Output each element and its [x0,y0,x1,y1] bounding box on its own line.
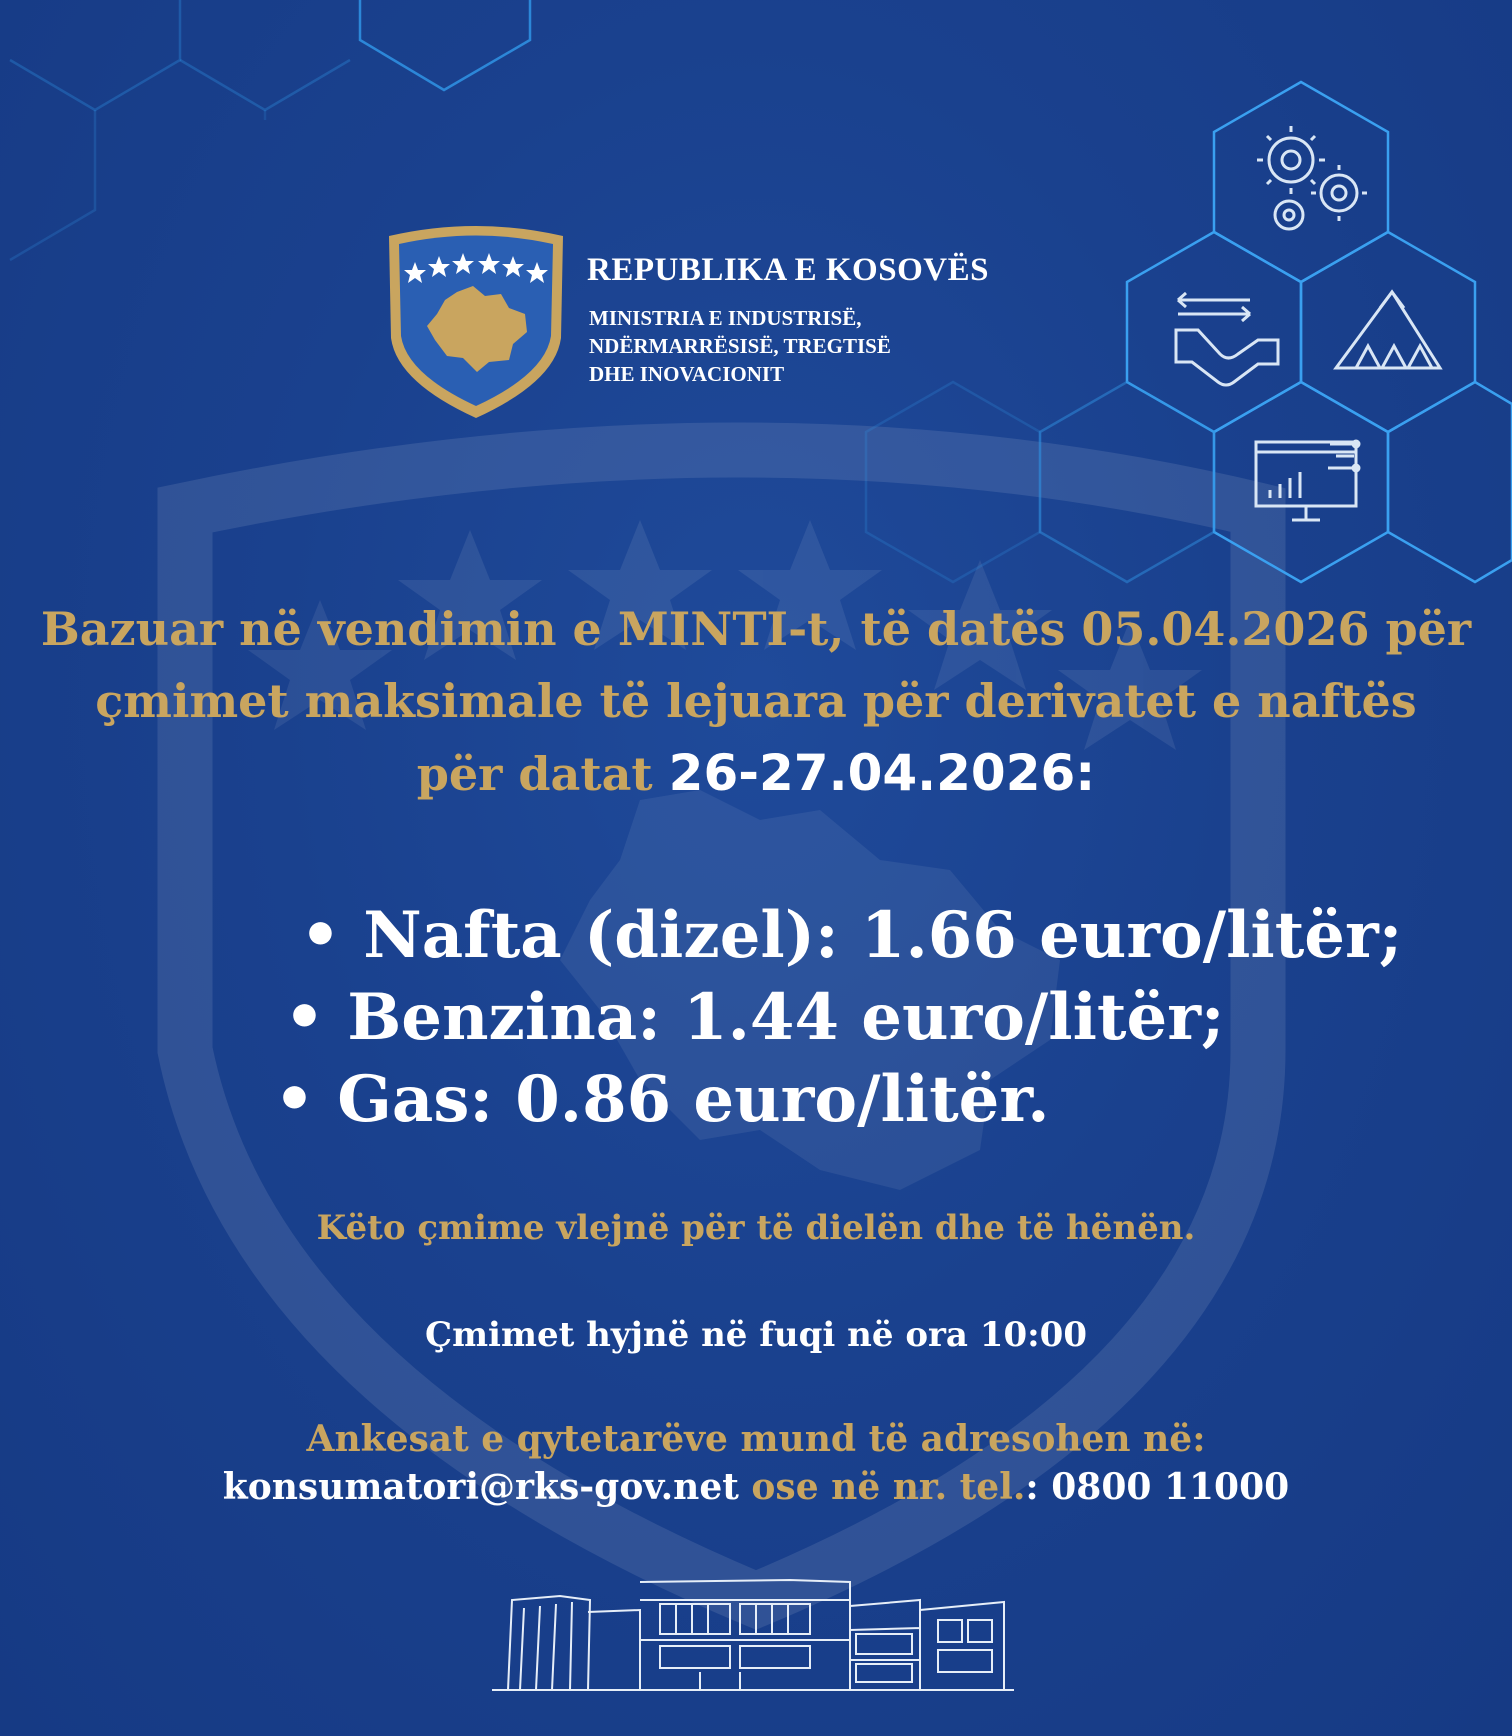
intro-text [0,593,1512,810]
contact-email[interactable]: konsumatori@rks-gov.net [222,1466,739,1508]
contact-colon: : [1025,1466,1052,1508]
intro-date: 26-27.04.2026: [668,744,1096,802]
validity-note: Këto çmime vlejnë për të dielën dhe të hënën. [316,1208,1196,1248]
contact-line [0,1466,1512,1508]
republic-title: REPUBLIKA E KOSOVËS [587,252,989,288]
intro-line-2: çmimet maksimale të lejuara për derivatet e naftës [95,674,1417,728]
contact-phone[interactable]: 0800 11000 [1051,1466,1290,1508]
ministry-line: MINISTRIA E INDUSTRISË, [589,306,862,330]
ministry-line: NDËRMARRËSISË, TREGTISË [589,334,891,358]
price-item-diesel: • Nafta (dizel): 1.66 euro/litër; [300,898,1403,973]
ministry-header [385,222,1045,422]
hexagon-pattern-left [10,0,532,260]
intro-line-1: Bazuar në vendimin e MINTI-t, të datës 05.04.2026 për [40,602,1472,656]
intro-date-prefix: për datat [416,747,669,801]
mountains-icon [1336,292,1440,368]
gears-icon [1257,126,1367,229]
ministry-line: DHE INOVACIONIT [589,362,785,386]
price-item-petrol: • Benzina: 1.44 euro/litër; [284,980,1225,1055]
intro-line-3 [0,737,1512,810]
kosovo-coat-of-arms-icon [385,222,567,422]
contact-phone-label: ose në nr. tel. [738,1466,1026,1508]
effective-time-note: Çmimet hyjnë në fuqi në ora 10:00 [425,1315,1087,1355]
ministry-name [589,304,891,388]
complaints-heading: Ankesat e qytetarëve mund të adresohen në: [306,1418,1206,1460]
price-item-gas: • Gas: 0.86 euro/litër. [274,1062,1050,1137]
handshake-icon [1176,293,1278,385]
